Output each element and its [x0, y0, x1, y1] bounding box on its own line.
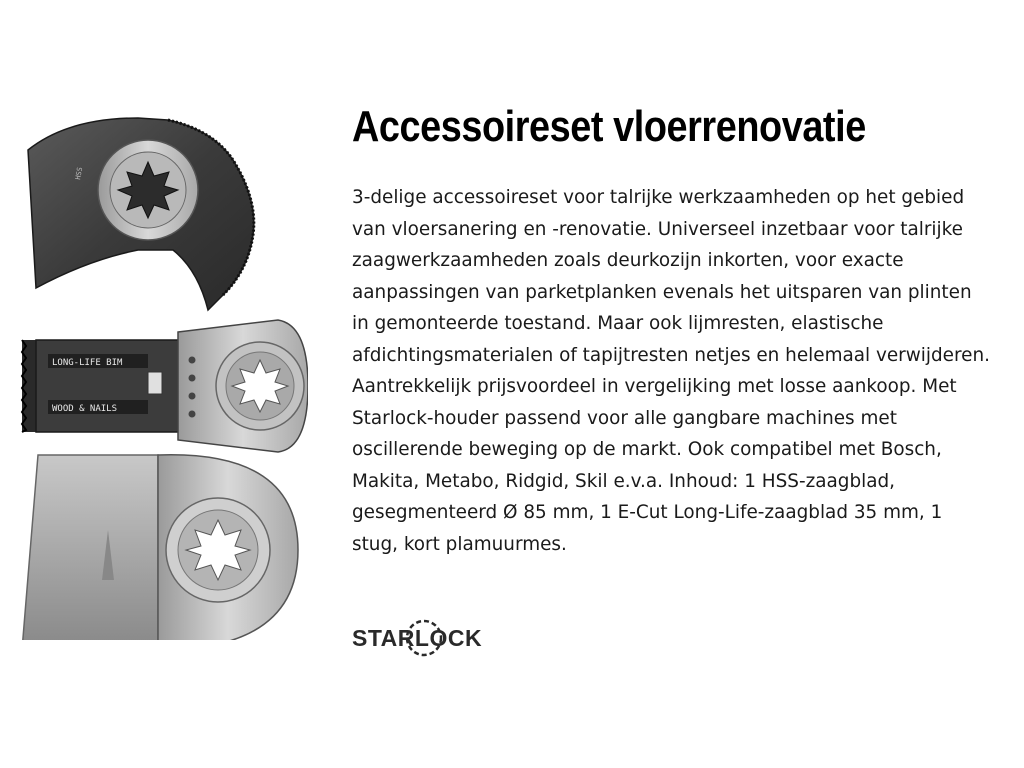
blade1-label: HSS [74, 166, 85, 181]
product-image [8, 110, 308, 640]
starlock-logo [352, 610, 502, 670]
page-title: Accessoireset vloerrenovatie [352, 102, 866, 151]
blade2-label: LONG-LIFE BIM [52, 358, 123, 368]
blade2-sublabel: WOOD & NAILS [52, 404, 118, 414]
product-content [352, 98, 1012, 560]
scraper-blade [22, 455, 298, 640]
starlock-logo-text: STARLOCK [352, 625, 483, 651]
ecut-longlife-blade [22, 320, 308, 452]
hss-segment-blade [28, 118, 254, 310]
product-description: 3-delige accessoireset voor talrijke werkzaamheden op het gebied van vloersanering en -renovatie. Universeel inzetbaar voor talrijke zaagwerkzaamheden zoals deurkozijn inkorten, voor exacte aanpassingen van parketplanken evenals het uitsparen van plinten in gemonteerde toestand. Maar ook lijmresten, elastische afdichtingsmaterialen of tapijtresten netjes en helemaal verwijderen. Aantrekkelijk prijsvoordeel in vergelijking met losse aankoop. Met Starlock-houder passend voor alle gangbare machines met oscillerende beweging op de markt. Ook compatibel met Bosch, Makita, Metabo, Ridgid, Skil e.v.a. Inhoud: 1 HSS-zaagblad, gesegmenteerd Ø 85 mm, 1 E-Cut Long-Life-zaagblad 35 mm, 1 stug, kort plamuurmes. [352, 187, 990, 555]
